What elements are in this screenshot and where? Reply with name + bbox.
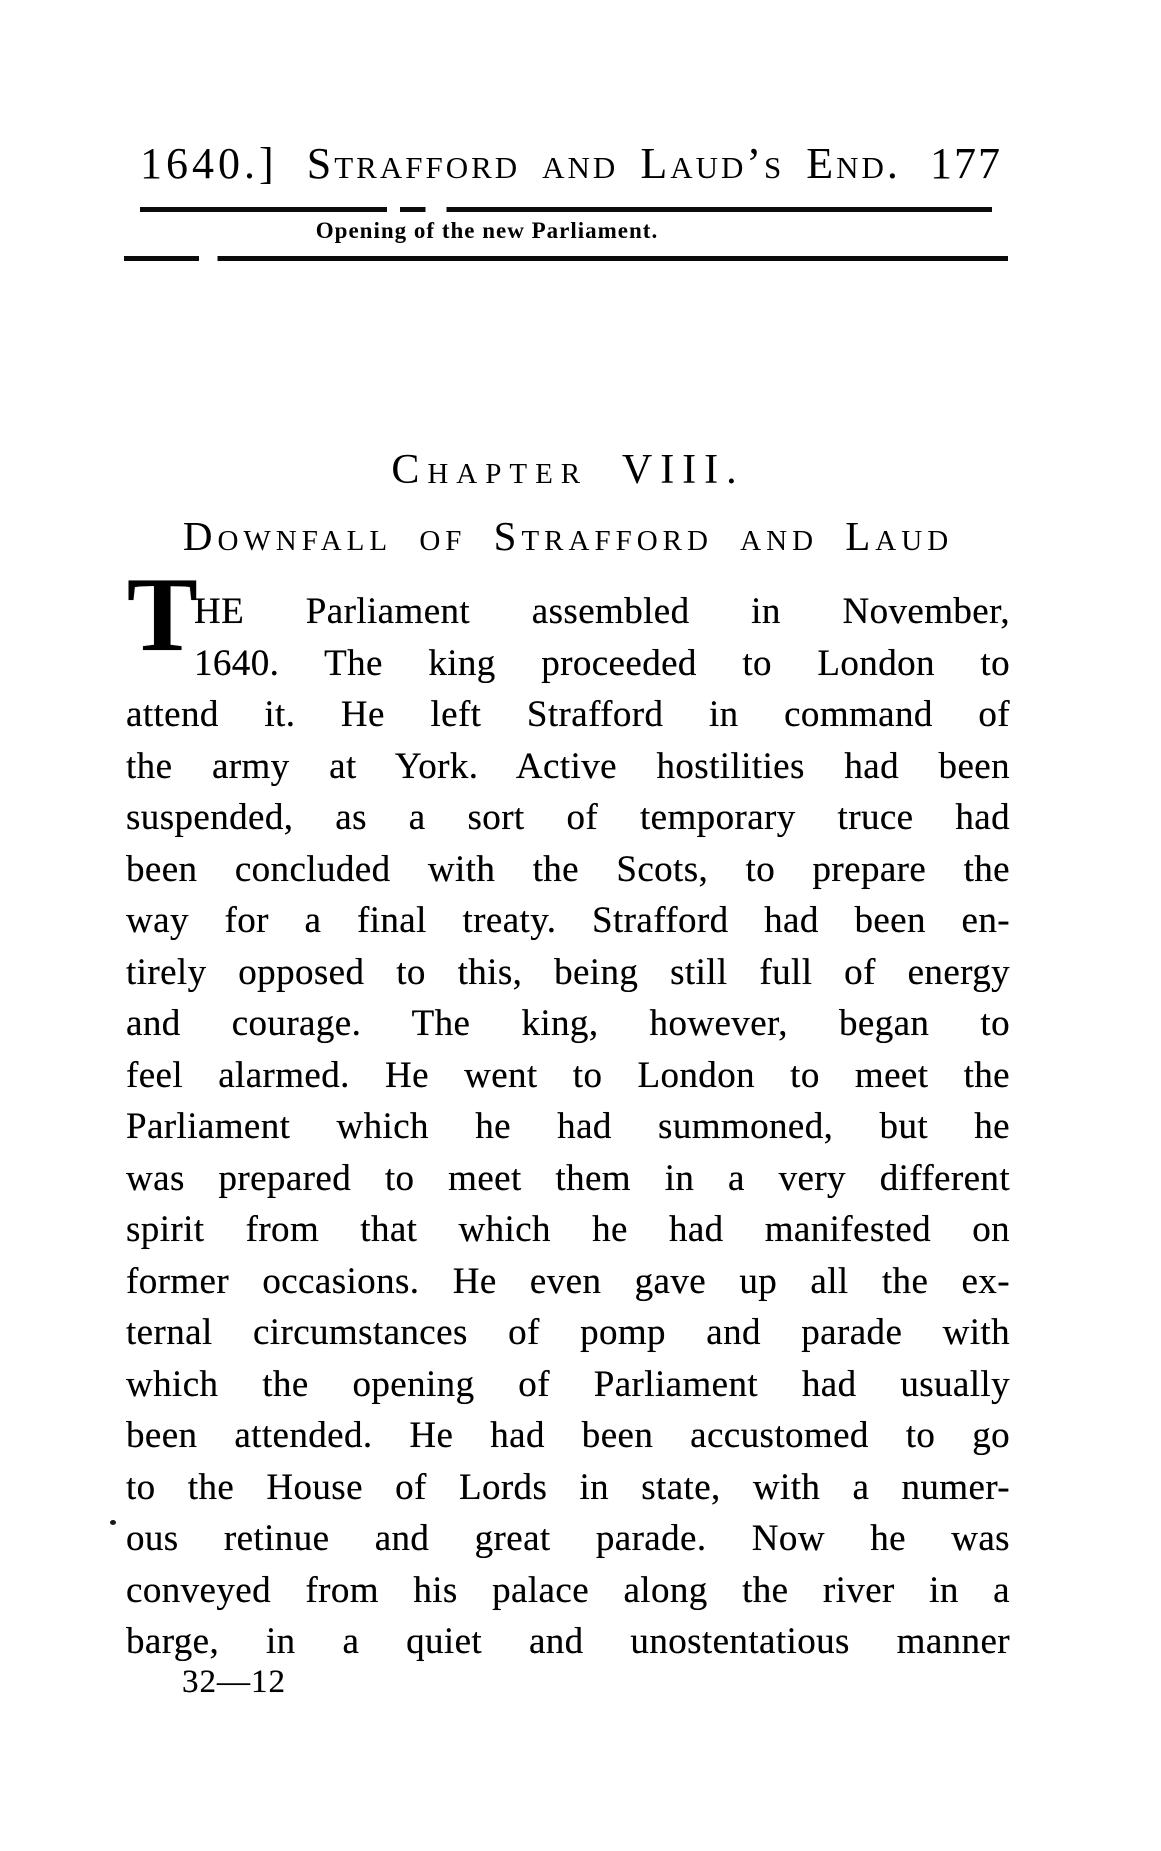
divider-rule-bottom (124, 256, 1008, 261)
body-line: was prepared to meet them in a very different (126, 1157, 1010, 1199)
body-line: ous retinue and great parade. Now he was (126, 1518, 1010, 1559)
body-line: feel alarmed. He went to London to meet the (126, 1054, 1010, 1096)
divider-rule-top (140, 207, 992, 212)
body-line: attend it. He left Strafford in command of (126, 694, 1010, 735)
scan-speck (110, 1520, 116, 1525)
chapter-heading: Chapter VIII. (391, 447, 745, 493)
body-line: been attended. He had been accustomed to go (126, 1415, 1010, 1456)
header-page-number: 177 (930, 139, 1002, 188)
chapter-subtitle: Downfall of Strafford and Laud (182, 513, 954, 559)
body-line: way for a final treaty. Strafford had been en- (126, 900, 1010, 941)
body-line: and courage. The king, however, began to (126, 1003, 1010, 1044)
header-year: 1640.] (140, 139, 278, 188)
body-line: to the House of Lords in state, with a numer- (126, 1466, 1010, 1508)
body-line: 1640. The king proceeded to London to (194, 642, 1010, 684)
section-caption: Opening of the new Parliament. (315, 218, 659, 243)
body-line: former occasions. He even gave up all the ex- (126, 1260, 1010, 1302)
body-line: conveyed from his palace along the river in a (126, 1569, 1010, 1611)
body-line: suspended, as a sort of temporary truce had (126, 797, 1010, 838)
drop-cap: T (127, 556, 199, 673)
body-line: barge, in a quiet and unostentatious manner (126, 1621, 1010, 1662)
paragraph (126, 556, 1010, 1668)
body-line: which the opening of Parliament had usually (126, 1363, 1010, 1405)
signature-mark: 32—12 (182, 1664, 286, 1700)
header-title: Strafford and Laud’s End. (306, 139, 901, 188)
body-line: ternal circumstances of pomp and parade with (126, 1312, 1010, 1353)
body-line: HE Parliament assembled in November, (194, 591, 1010, 632)
body-line: Parliament which he had summoned, but he (126, 1106, 1010, 1147)
body-line: spirit from that which he had manifested on (126, 1209, 1010, 1250)
running-header (140, 138, 1002, 189)
body-line: tirely opposed to this, being still full of energy (126, 951, 1010, 993)
body-line: been concluded with the Scots, to prepare the (126, 848, 1010, 890)
body-line: the army at York. Active hostilities had been (126, 745, 1010, 787)
